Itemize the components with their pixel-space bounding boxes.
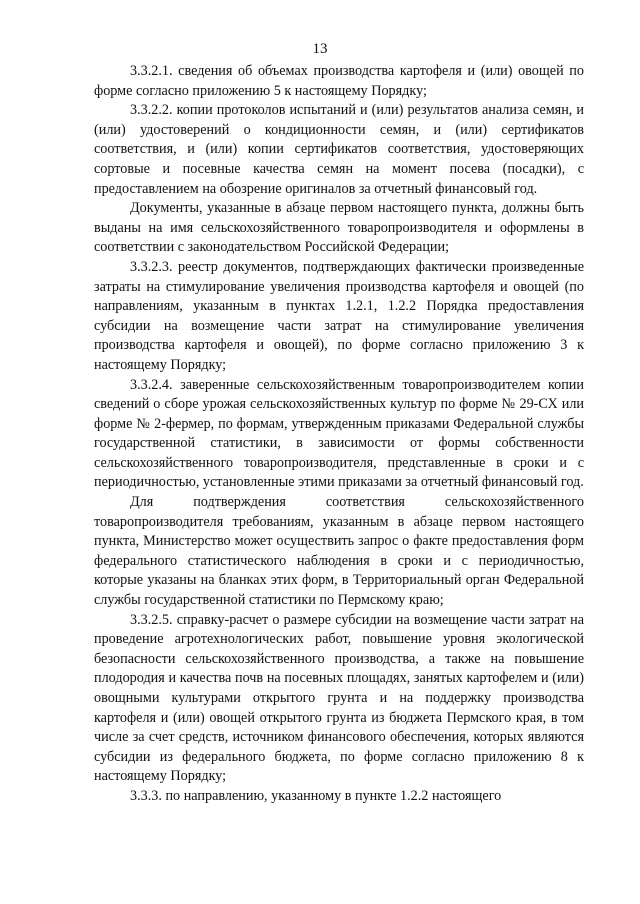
paragraph-3-3-2-5: 3.3.2.5. справку-расчет о размере субсидии на возмещение части затрат на проведение агротехнологических работ, повышение уровня экологической безопасности сельскохозяйственного производства, а также на повышение плодородия и качества почв на посевных площадях, занятых картофелем и (или) овощными культурами открытого грунта и на поддержку производства картофеля и (или) овощей открытого грунта из бюджета Пермского края, в том числе за счет средств, источником финансового обеспечения, которых являются субсидии из федерального бюджета, по форме согласно приложению 8 к настоящему Порядку; xyxy=(94,611,584,785)
paragraph-3-3-3: 3.3.3. по направлению, указанному в пункте 1.2.2 настоящего xyxy=(130,787,502,804)
paragraph-confirmation-note: Для подтверждения соответствия сельскохозяйственного товаропроизводителя требованиям, указанным в абзаце первом настоящего пункта, Министерство может осуществить запрос о факте предоставления форм федерального статистического наблюдения в сроки и с периодичностью, которые указаны на бланках этих форм, в Территориальный орган Федеральной службы государственной статистики по Пермскому краю; xyxy=(94,494,584,609)
page-number: 13 xyxy=(312,41,328,57)
paragraph-documents-note: Документы, указанные в абзаце первом настоящего пункта, должны быть выданы на имя сельскохозяйственного товаропроизводителя и оформлены в соответствии с законодательством Российской Федерации; xyxy=(94,200,584,256)
paragraph-3-3-2-3: 3.3.2.3. реестр документов, подтверждающих фактически произведенные затраты на стимулирование увеличения производства картофеля и овощей (по направлениям, указанным в пунктах 1.2.1, 1.2.2 Порядка предоставления субсидии на возмещение части затрат на стимулирование увеличения производства картофеля и овощей), по форме согласно приложению 3 к настоящему Порядку; xyxy=(94,258,584,373)
paragraph-3-3-2-1: 3.3.2.1. сведения об объемах производства картофеля и (или) овощей по форме согласно приложению 5 к настоящему Порядку; xyxy=(94,63,584,99)
paragraph-3-3-2-4: 3.3.2.4. заверенные сельскохозяйственным товаропроизводителем копии сведений о сборе урожая сельскохозяйственных культур по форме № 29-СХ или форме № 2-фермер, по формам, утвержденным приказами Федеральной службы государственной статистики, в зависимости от формы собственности сельскохозяйственного товаропроизводителя, представленные в сроки и с периодичностью, установленные этими приказами за отчетный финансовый год. xyxy=(94,376,584,491)
paragraph-3-3-2-2: 3.3.2.2. копии протоколов испытаний и (или) результатов анализа семян, и (или) удостоверений о кондиционности семян, и (или) сертификатов соответствия, и (или) копии сертификатов соответствия, удостоверяющих сортовые и посевные качества семян на момент посева (посадки), с предоставлением на обозрение оригиналов за отчетный финансовый год. xyxy=(94,102,584,197)
document-body xyxy=(94,62,584,807)
